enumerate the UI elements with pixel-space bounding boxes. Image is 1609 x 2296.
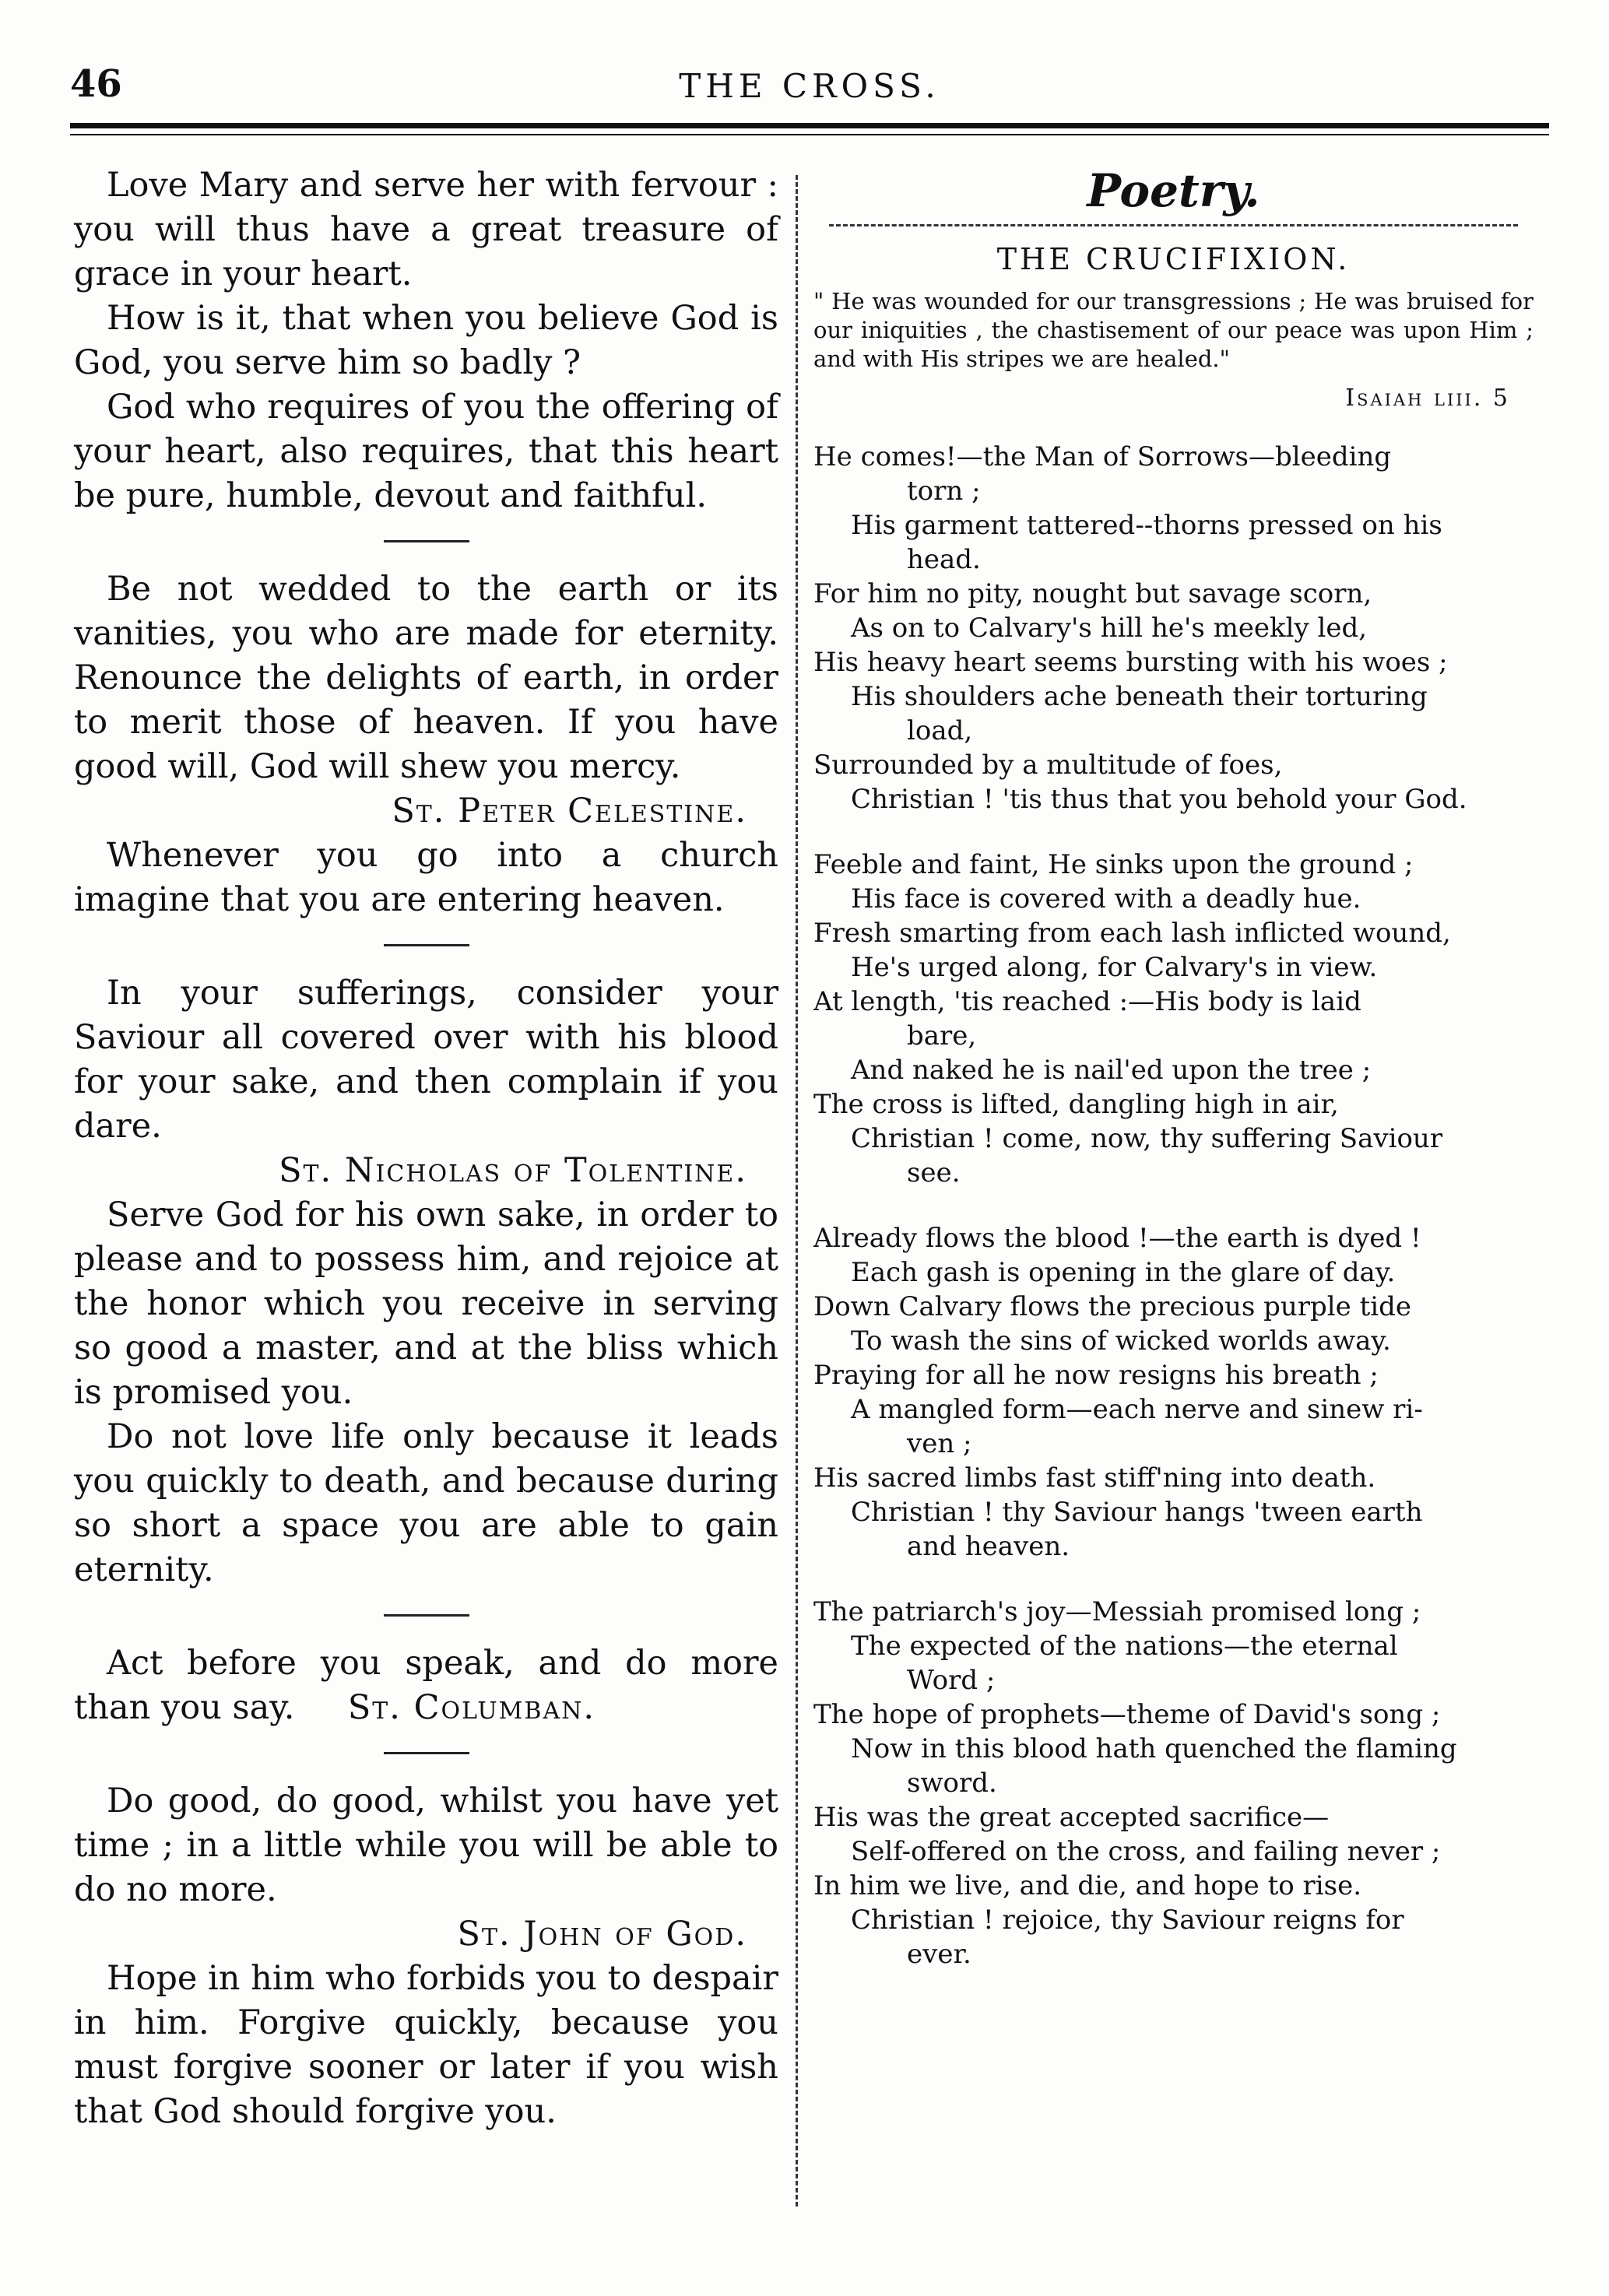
maxim-paragraph: In your sufferings, consider your Saviour all covered over with his blood for your sake, and then complain if you dare. [74,974,778,1146]
maxim-paragraph: God who requires of you the offering of your heart, also requires, that this heart be pure, humble, devout and faithful. [74,388,778,515]
poem-stanza [813,1595,1533,1971]
poem-line: torn ; [907,476,981,507]
poem-line: ven ; [907,1428,972,1459]
maxim-paragraph: Hope in him who forbids you to despair in him. Forgive quickly, because you must forgive sooner or later if you wish that God should forgive you. [74,1959,778,2131]
poem-line: His was the great accepted sacrifice— [813,1802,1330,1833]
poem-stanza [813,440,1533,816]
section-separator [384,1614,469,1617]
poem-line: His face is covered with a deadly hue. [851,883,1361,915]
poem-line: His sacred limbs fast stiff'ning into death. [813,1462,1376,1494]
poem-line: The hope of prophets—theme of David's song ; [813,1699,1441,1730]
poem-line: Now in this blood hath quenched the flaming [851,1733,1457,1764]
poem-line: The expected of the nations—the eternal [851,1631,1398,1662]
attribution: St. John of God. [457,1915,747,1954]
poem-line: For him no pity, nought but savage scorn, [813,578,1372,609]
poem-stanza [813,848,1533,1190]
poem-line: Christian ! rejoice, thy Saviour reigns for [851,1905,1404,1936]
header-rule [70,123,1549,128]
poem-line: The patriarch's joy—Messiah promised long ; [813,1596,1421,1627]
poem-line: Fresh smarting from each lash inflicted wound, [813,918,1451,949]
attribution: St. Columban. [347,1688,596,1727]
maxim-paragraph: Serve God for his own sake, in order to please and to possess him, and rejoice at the honor which you receive in serving so good a master, and at the bliss which is promised you. [74,1195,778,1412]
attribution: St. Nicholas of Tolentine. [279,1151,747,1190]
poem-line: Self-offered on the cross, and failing never ; [851,1836,1441,1867]
poem-line: And naked he is nail'ed upon the tree ; [851,1055,1372,1086]
poem-line: His garment tattered--thorns pressed on his [851,510,1442,541]
poem-line: Christian ! come, now, thy suffering Saviour [851,1123,1443,1154]
poem-line: Christian ! thy Saviour hangs 'tween earth [851,1497,1423,1528]
poem-line: At length, 'tis reached :—His body is laid [813,986,1361,1017]
section-separator [384,540,469,542]
poem-line: Surrounded by a multitude of foes, [813,750,1283,781]
section-separator [384,1752,469,1754]
poem-line: and heaven. [907,1531,1070,1562]
poem-line: ever. [907,1939,971,1970]
poem-line: sword. [907,1768,997,1799]
maxim-paragraph: Do not love life only because it leads you quickly to death, and because during so short a space you are able to gain eternity. [74,1417,778,1589]
maxim-paragraph: Do good, do good, whilst you have yet time ; in a little while you will be able to do no more. [74,1782,778,1909]
header-rule-thin [70,134,1549,135]
poem-line: Each gash is opening in the glare of day. [851,1257,1396,1288]
page-header [70,62,1549,109]
maxim-paragraph [74,1641,778,1730]
poem-line: He's urged along, for Calvary's in view. [851,952,1378,983]
attribution: St. Peter Celestine. [392,792,747,830]
section-heading: Poetry. [1087,164,1260,217]
poem-line: His heavy heart seems bursting with his woes ; [813,647,1448,678]
heading-rule [829,224,1518,228]
poem-line: A mangled form—each nerve and sinew ri- [851,1394,1423,1425]
poem-line: He comes!—the Man of Sorrows—bleeding [813,441,1392,472]
epigraph-source: Isaiah liii. 5 [1345,384,1510,412]
poem-line: bare, [907,1020,977,1051]
poem-line: The cross is lifted, dangling high in air, [813,1089,1339,1120]
section-separator [384,944,469,946]
poem-line: Christian ! 'tis thus that you behold your God. [851,784,1467,815]
poem-line: As on to Calvary's hill he's meekly led, [851,613,1368,644]
maxim-paragraph: How is it, that when you believe God is God, you serve him so badly ? [74,299,778,382]
epigraph: " He was wounded for our transgressions ; He was bruised for our iniquities , the chastisement of our peace was upon Him ; and with His stripes we are healed." [813,288,1533,372]
poem-line: see. [907,1157,961,1188]
maxim-paragraph: Love Mary and serve her with fervour : you will thus have a great treasure of grace in your heart. [74,166,778,293]
poem-line: To wash the sins of wicked worlds away. [851,1325,1391,1357]
poem-line: Word ; [907,1665,996,1696]
poem-line: Down Calvary flows the precious purple tide [813,1291,1412,1322]
column-divider [796,175,798,2206]
maxim-paragraph: Whenever you go into a church imagine that you are entering heaven. [74,836,778,919]
poem-stanza [813,1221,1533,1564]
page-number: 46 [70,62,122,106]
poem-line: Already flows the blood !—the earth is dyed ! [813,1223,1421,1254]
poem-line: Praying for all he now resigns his breath ; [813,1360,1379,1391]
maxim-paragraph: Be not wedded to the earth or its vanities, you who are made for eternity. Renounce the delights of earth, in order to merit those of heaven. If you have good will, God will shew you mercy. [74,570,778,786]
maxim-text: Act before you speak, and do more than you say. [74,1644,778,1727]
poem-line: head. [907,544,981,575]
poem-line: Feeble and faint, He sinks upon the ground ; [813,849,1414,880]
poem-line: load, [907,715,973,746]
running-title: THE CROSS. [679,67,940,105]
poem-title: THE CRUCIFIXION. [996,242,1351,276]
right-column [813,163,1533,2003]
left-column [74,163,778,2134]
poem-line: His shoulders ache beneath their torturing [851,681,1428,712]
poem-line: In him we live, and die, and hope to rise. [813,1870,1362,1901]
